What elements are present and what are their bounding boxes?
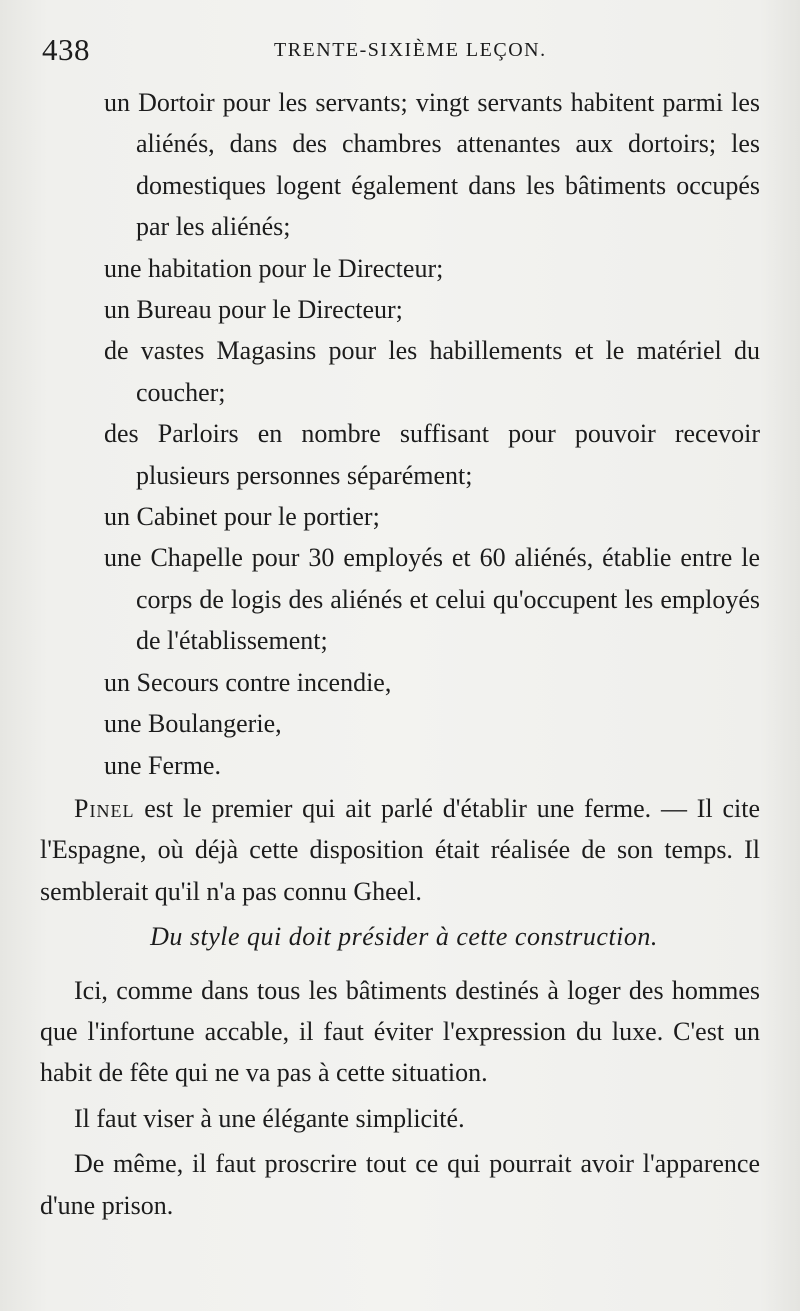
- paragraph: Il faut viser à une élégante simplicité.: [74, 1103, 465, 1133]
- paragraph: Ici, comme dans tous les bâtiments destinés à loger des hommes que l'infortune accable, il faut éviter l'expression du luxe. C'est un habit de fête qui ne va pas à cette situation.: [40, 975, 760, 1088]
- section-subheading: Du style qui doit présider à cette construction.: [150, 922, 658, 952]
- list-item: une Ferme.: [104, 750, 221, 780]
- body-text: [40, 82, 760, 1226]
- list-item: un Secours contre incendie,: [104, 667, 392, 697]
- running-head: TRENTE-SIXIÈME LEÇON.: [274, 39, 547, 61]
- list-item: de vastes Magasins pour les habillements et le matériel du coucher;: [104, 336, 760, 407]
- list-item: un Dortoir pour les servants; vingt servants habitent parmi les aliénés, dans des chambres attenantes aux dortoirs; les domestiques logent également dans les bâtiments occupés par les aliénés;: [104, 88, 760, 242]
- author-name: Pinel: [74, 793, 135, 823]
- list-item: un Cabinet pour le portier;: [104, 502, 380, 532]
- list-item: une habitation pour le Directeur;: [104, 253, 444, 283]
- list-item: une Boulangerie,: [104, 709, 282, 739]
- paragraph: De même, il faut proscrire tout ce qui pourrait avoir l'apparence d'une prison.: [40, 1149, 760, 1220]
- list-item: des Parloirs en nombre suffisant pour pouvoir recevoir plusieurs personnes séparément;: [104, 419, 760, 490]
- page-header: [42, 32, 760, 72]
- pinel-text: est le premier qui ait parlé d'établir une ferme. — Il cite l'Espagne, où déjà cette disposition était réalisée de son temps. Il semblerait qu'il n'a pas connu Gheel.: [40, 793, 760, 906]
- facility-list: [40, 82, 760, 786]
- page-number: 438: [42, 32, 90, 67]
- list-item: une Chapelle pour 30 employés et 60 aliénés, établie entre le corps de logis des aliénés et celui qu'occupent les employés de l'établissement;: [104, 543, 760, 656]
- pinel-paragraph: [40, 788, 760, 912]
- list-item: un Bureau pour le Directeur;: [104, 295, 403, 325]
